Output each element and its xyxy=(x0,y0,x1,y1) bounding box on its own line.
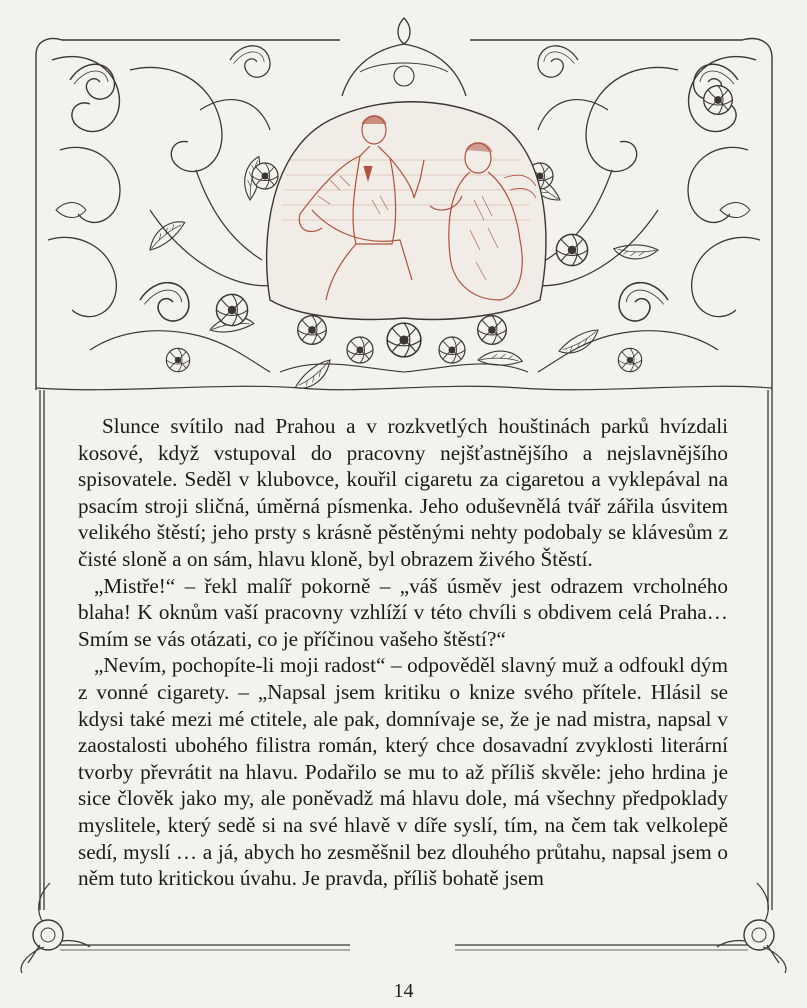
paragraph: Slunce svítilo nad Prahou a v rozkvetlých houštinách parků hvízdali kosové, když vstupoval do pracovny nejšťastnějšího a nejslavnějšího spisovatele. Seděl v klubovce, kouřil cigaretu za cigaretou a vyklepával na psacím stroji sličná, úměrná písmenka. Jeho oduševnělá tvář zářila úsvitem velikého štěstí; jeho prsty s krásně pěstěnými nehty podobaly se klávesům z čisté sloně a on sám, hlavu kloně, byl obrazem živého Štěstí. xyxy=(78,414,728,571)
paragraph: „Nevím, pochopíte-li moji radost“ – odpověděl slavný muž a odfoukl dým z vonné cigarety. – „Napsal jsem kritiku o knize svého přítele. Hlásil se kdysi také mezi mé ctitele, ale pak, domnívaje se, že je nad mistra, napsal v zaostalosti ubohého filistra román, který chce dosavadní zvyklosti literární tvorby převrátit na hlavu. Podařilo se mu to až příliš skvěle: jeho hrdina je sice člověk jako my, ale poněvadž má hlavu dole, má všechny předpoklady myslitele, který sedě si na své hlavě v díře syslí, tím, na čem tak velkolepě sedí, myslí … a já, abych ho zesměšnil bez dlouhého průtahu, napsal jsem o něm tuto kritickou úvahu. Je pravda, příliš bohatě jsem xyxy=(78,653,728,891)
paragraph: „Mistře!“ – řekl malíř pokorně – „váš úsměv jest odrazem vrcholného blaha! K oknům vaší pracovny vzhlíží v této chvíli s obdivem celá Praha… Smím se vás otázati, co je příčinou vašeho štěstí?“ xyxy=(78,573,728,651)
body-text xyxy=(78,413,728,892)
page-number: 14 xyxy=(393,980,414,1002)
